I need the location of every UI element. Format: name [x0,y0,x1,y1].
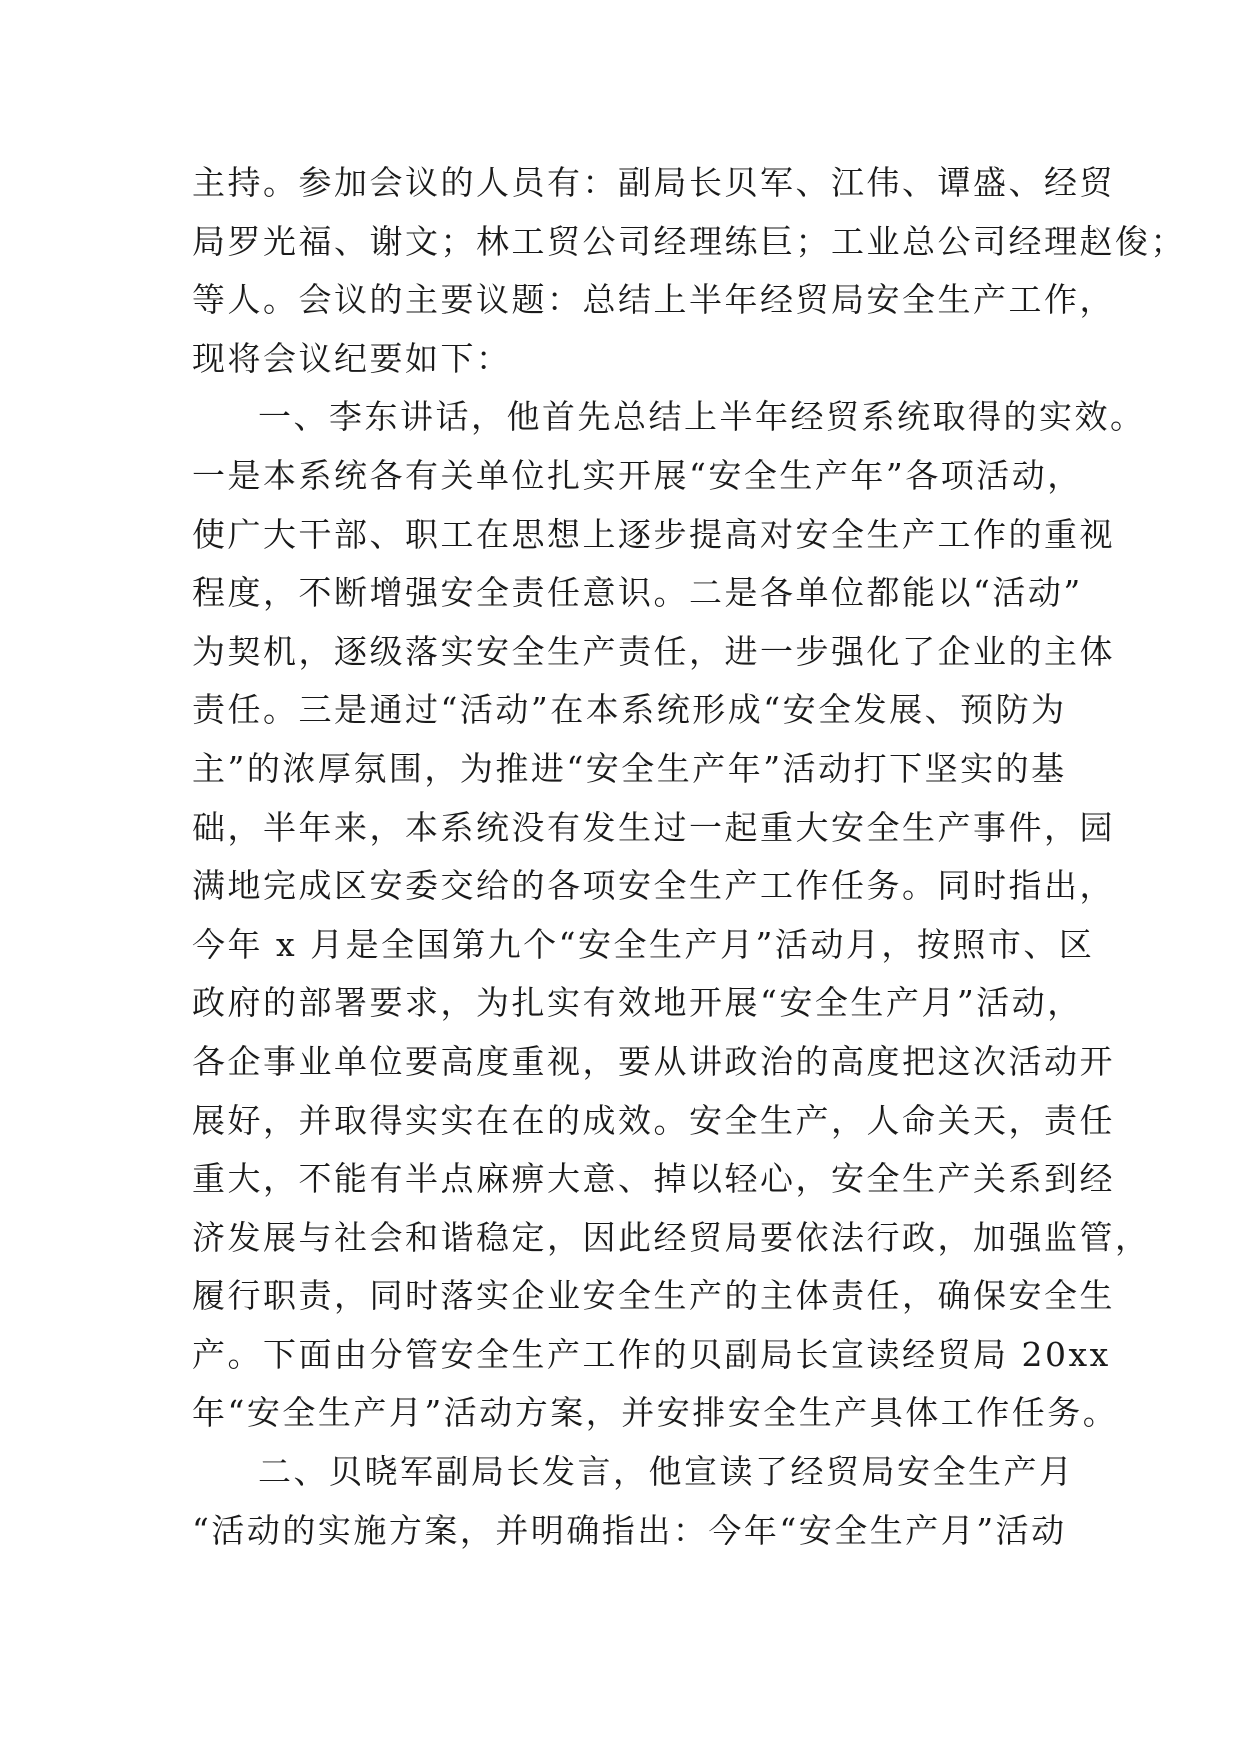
text-line-3: 等人。会议的主要议题：总结上半年经贸局安全生产工作， [192,280,1115,320]
document-body [192,154,1186,1560]
text-line-21: 产。下面由分管安全生产工作的贝副局长宣读经贸局 20xx [192,1334,1111,1374]
text-line-16: 各企事业单位要高度重视，要从讲政治的高度把这次活动开 [192,1041,1115,1081]
text-line-15: 政府的部署要求，为扎实有效地开展“安全生产月”活动， [192,983,1083,1023]
text-line-22: 年“安全生产月”活动方案，并安排安全生产具体工作任务。 [192,1393,1119,1433]
text-line-8: 程度，不断增强安全责任意识。二是各单位都能以“活动” [192,573,1083,613]
text-line-11: 主”的浓厚氛围，为推进“安全生产年”活动打下坚实的基 [192,748,1067,788]
text-line-10: 责任。三是通过“活动”在本系统形成“安全发展、预防为 [192,690,1067,730]
text-line-20: 履行职责，同时落实企业安全生产的主体责任，确保安全生 [192,1276,1115,1316]
text-line-12: 础，半年来，本系统没有发生过一起重大安全生产事件，园 [192,807,1115,847]
text-line-24: “活动的实施方案，并明确指出：今年“安全生产月”活动 [192,1510,1067,1550]
text-line-6: 一是本系统各有关单位扎实开展“安全生产年”各项活动， [192,455,1083,495]
text-line-2: 局罗光福、谢文；林工贸公司经理练巨；工业总公司经理赵俊； [192,221,1186,261]
text-line-19: 济发展与社会和谐稳定，因此经贸局要依法行政，加强监管， [192,1217,1151,1257]
paragraph-two-start: 二、贝晓军副局长发言，他宣读了经贸局安全生产月 [258,1452,1075,1492]
text-line-18: 重大，不能有半点麻痹大意、掉以轻心，安全生产关系到经 [192,1159,1115,1199]
paragraph-one-start: 一、李东讲话，他首先总结上半年经贸系统取得的实效。 [258,397,1146,437]
text-line-14: 今年 x 月是全国第九个“安全生产月”活动月，按照市、区 [192,924,1095,964]
text-line-13: 满地完成区安委交给的各项安全生产工作任务。同时指出， [192,866,1115,906]
text-line-4: 现将会议纪要如下： [192,338,512,378]
text-line-7: 使广大干部、职工在思想上逐步提高对安全生产工作的重视 [192,514,1115,554]
text-line-17: 展好，并取得实实在在的成效。安全生产，人命关天，责任 [192,1100,1115,1140]
text-line-1: 主持。参加会议的人员有：副局长贝军、江伟、谭盛、经贸 [192,163,1115,202]
text-line-9: 为契机，逐级落实安全生产责任，进一步强化了企业的主体 [192,631,1115,671]
